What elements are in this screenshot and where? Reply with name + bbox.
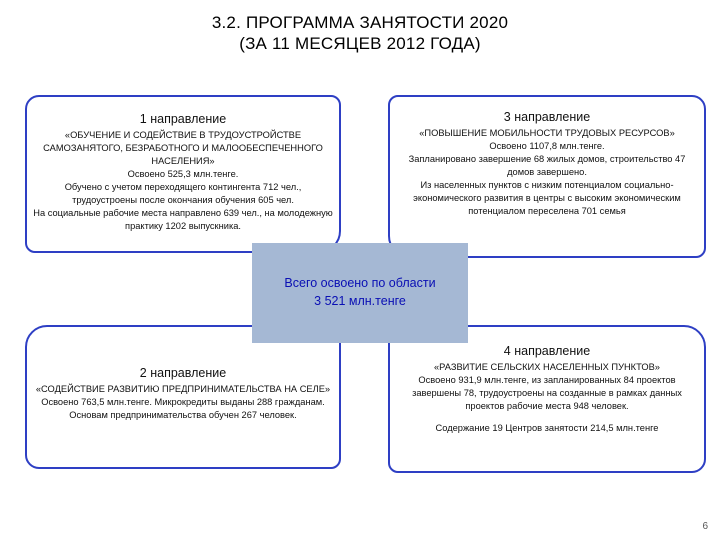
- slide-title-line1: 3.2. ПРОГРАММА ЗАНЯТОСТИ 2020: [211, 13, 509, 32]
- page-number: 6: [702, 521, 708, 532]
- direction-2-line: Основам предпринимательства обучен 267 человек.: [69, 410, 297, 420]
- direction-4-box: [388, 325, 706, 473]
- total-summary-box: [252, 243, 468, 343]
- direction-2-line: Освоено 763,5 млн.тенге. Микрокредиты выданы 288 гражданам.: [41, 397, 325, 407]
- direction-4-heading: 4 направление: [503, 344, 591, 358]
- direction-3-line: Освоено 1107,8 млн.тенге.: [489, 141, 605, 151]
- direction-3-line: Запланировано завершение 68 жилых домов, строительство 47 домов завершено.: [408, 154, 686, 177]
- direction-1-name: «ОБУЧЕНИЕ И СОДЕЙСТВИЕ В ТРУДОУСТРОЙСТВЕ САМОЗАНЯТОГО, БЕЗРАБОТНОГО И МАЛООБЕСПЕЧЕННОГО НАСЕЛЕНИЯ»: [43, 130, 323, 166]
- direction-2-box: [25, 325, 341, 469]
- total-summary-line2: 3 521 млн.тенге: [314, 294, 406, 308]
- direction-3-line: Из населенных пунктов с низким потенциалом социально-экономического развития в центры с высоким экономическим потенциалом переселена 701 семья: [413, 180, 681, 216]
- total-summary-line1: Всего освоено по области: [284, 276, 436, 290]
- direction-2-name: «СОДЕЙСТВИЕ РАЗВИТИЮ ПРЕДПРИНИМАТЕЛЬСТВА НА СЕЛЕ»: [35, 384, 331, 394]
- direction-1-line: На социальные рабочие места направлено 639 чел., на молодежную практику 1202 выпускника.: [33, 208, 333, 231]
- direction-4-footer: Содержание 19 Центров занятости 214,5 млн.тенге: [435, 423, 659, 433]
- direction-2-heading: 2 направление: [139, 366, 227, 380]
- direction-1-heading: 1 направление: [139, 112, 227, 126]
- direction-3-heading: 3 направление: [503, 110, 591, 124]
- direction-3-name: «ПОВЫШЕНИЕ МОБИЛЬНОСТИ ТРУДОВЫХ РЕСУРСОВ»: [419, 128, 675, 138]
- direction-1-line: Обучено с учетом переходящего контингента 712 чел., трудоустроены после окончания обучения 605 чел.: [64, 182, 302, 205]
- direction-1-line: Освоено 525,3 млн.тенге.: [127, 169, 239, 179]
- direction-3-box: [388, 95, 706, 258]
- direction-1-box: [25, 95, 341, 253]
- direction-4-line: Освоено 931,9 млн.тенге, из запланированных 84 проектов завершены 78, трудоустроены на созданные в рамках данных проектов рабочие места 948 человек.: [412, 375, 682, 411]
- direction-4-name: «РАЗВИТИЕ СЕЛЬСКИХ НАСЕЛЕННЫХ ПУНКТОВ»: [434, 362, 660, 372]
- slide-title: [0, 12, 720, 54]
- slide-title-line2: (ЗА 11 МЕСЯЦЕВ 2012 ГОДА): [239, 34, 481, 53]
